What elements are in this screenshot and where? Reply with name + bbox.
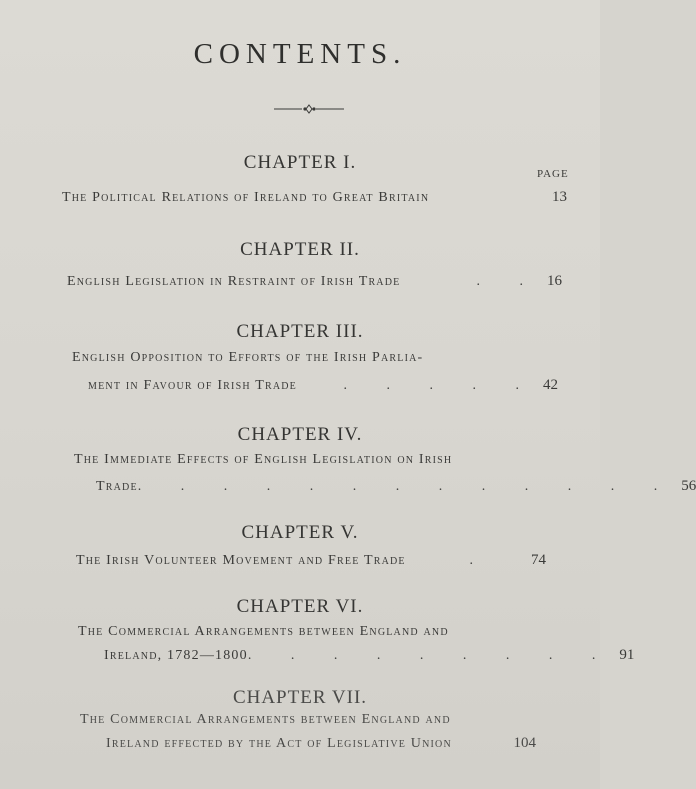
- toc-entry[interactable]: [62, 189, 567, 209]
- chapter-heading: CHAPTER III.: [236, 321, 364, 342]
- toc-entry-line-1[interactable]: [80, 712, 510, 732]
- entry-page-number: 13: [552, 189, 567, 205]
- entry-title-continued: ment in Favour of Irish Trade: [88, 378, 297, 393]
- page-title: CONTENTS.: [193, 38, 407, 70]
- leader-dots: .: [469, 553, 491, 568]
- leader-dots: . .: [476, 274, 541, 289]
- ornament-divider-icon: [272, 103, 346, 115]
- toc-entry-line-2[interactable]: [88, 377, 558, 397]
- toc-entry-line-2[interactable]: [104, 647, 635, 667]
- entry-title: The Immediate Effects of English Legislation on Irish: [74, 452, 453, 467]
- chapter-heading: CHAPTER IV.: [237, 424, 363, 445]
- toc-entry-line-2[interactable]: [96, 478, 696, 498]
- entry-title-continued: Trade: [96, 479, 138, 494]
- leader-dots: . . . . .: [343, 378, 537, 393]
- entry-title: The Commercial Arrangements between England and: [78, 624, 449, 639]
- toc-entry[interactable]: [67, 273, 562, 293]
- chapter-heading: CHAPTER I.: [243, 152, 357, 173]
- entry-title-continued: Ireland effected by the Act of Legislative Union: [106, 736, 452, 751]
- toc-entry-line-2[interactable]: [106, 735, 536, 755]
- chapter-heading: CHAPTER II.: [240, 239, 360, 260]
- toc-entry-line-1[interactable]: [74, 452, 524, 472]
- chapter-heading: CHAPTER V.: [241, 522, 359, 543]
- leader-dots: . . . . . . . . . . . . .: [137, 479, 676, 494]
- entry-page-number: 91: [619, 647, 635, 663]
- toc-entry[interactable]: [76, 552, 546, 572]
- entry-title: The Irish Volunteer Movement and Free Trade: [76, 553, 406, 568]
- entry-title: English Opposition to Efforts of the Irish Parlia-: [72, 350, 424, 365]
- chapter-heading: CHAPTER VI.: [236, 596, 364, 617]
- entry-page-number: 16: [547, 273, 562, 289]
- entry-page-number: 56: [681, 478, 696, 494]
- toc-entry-line-1[interactable]: [72, 350, 562, 370]
- entry-page-number: 104: [513, 735, 536, 751]
- entry-title: English Legislation in Restraint of Irish Trade: [67, 274, 401, 289]
- entry-title: The Political Relations of Ireland to Great Britain: [62, 190, 430, 205]
- entry-page-number: 74: [531, 552, 546, 568]
- toc-entry-line-1[interactable]: [78, 624, 518, 644]
- chapter-heading: CHAPTER VII.: [232, 687, 368, 708]
- entry-page-number: 42: [543, 377, 558, 393]
- entry-title-continued: Ireland, 1782—1800: [104, 648, 248, 663]
- entry-title: The Commercial Arrangements between England and: [80, 712, 451, 727]
- leader-dots: . . . . . . . . .: [247, 648, 614, 663]
- page-column-label: PAGE: [537, 168, 569, 180]
